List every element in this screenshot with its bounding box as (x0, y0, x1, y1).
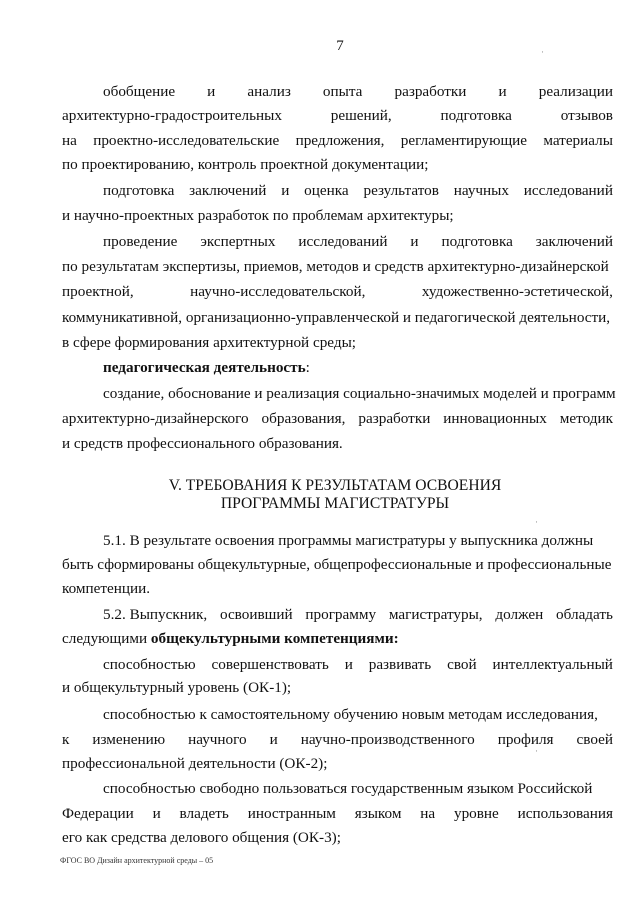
paragraph-line: и средств профессионального образования. (62, 435, 343, 452)
competency-line: его как средства делового общения (ОК-3); (62, 829, 341, 846)
paragraph-line: и научно-проектных разработок по проблемам архитектуры; (62, 207, 454, 224)
competency-line: способностью свободно пользоваться государственным языком Российской (103, 780, 593, 797)
section-title: ПРОГРАММЫ МАГИСТРАТУРЫ (220, 495, 450, 512)
section-title: V. ТРЕБОВАНИЯ К РЕЗУЛЬТАТАМ ОСВОЕНИЯ (168, 477, 502, 494)
competency-line: Федерации и владеть иностранным языком на уровне использования (62, 805, 613, 822)
paragraph-line: создание, обоснование и реализация социально-значимых моделей и программ (103, 385, 616, 402)
paragraph-line: на проектно-исследовательские предложения, регламентирующие материалы (62, 132, 613, 149)
paragraph-line: коммуникативной, организационно-управленческой и педагогической деятельности, (62, 309, 611, 326)
paragraph-line: по результатам экспертизы, приемов, методов и средств архитектурно-дизайнерской (62, 258, 609, 275)
paragraph-line: по проектированию, контроль проектной документации; (62, 156, 429, 173)
page-footer: ФГОС ВО Дизайн архитектурной среды – 05 (60, 856, 214, 865)
scan-speck: · (541, 47, 544, 57)
paragraph-line: компетенции. (62, 580, 151, 597)
competency-line: способностью к самостоятельному обучению новым методам исследования, (103, 706, 598, 723)
paragraph-line: быть сформированы общекультурные, общепрофессиональные и профессиональные (62, 556, 612, 573)
paragraph-line: в сфере формирования архитектурной среды; (62, 334, 356, 351)
competency-line: способностью совершенствовать и развивать свой интеллектуальный (103, 656, 613, 673)
scan-speck: · (535, 517, 538, 527)
paragraph-line: проектной, научно-исследовательской, художественно-эстетической, (62, 283, 613, 300)
paragraph-line: 5.2. Выпускник, освоивший программу магистратуры, должен обладать (103, 606, 613, 623)
competency-line: к изменению научного и научно-производственного профиля своей (62, 731, 613, 748)
paragraph-line: обобщение и анализ опыта разработки и реализации (103, 83, 613, 100)
paragraph-line: проведение экспертных исследований и подготовка заключений (103, 233, 613, 250)
paragraph-line: архитектурно-градостроительных решений, подготовка отзывов (62, 107, 613, 124)
paragraph-line: архитектурно-дизайнерского образования, разработки инновационных методик (62, 410, 613, 427)
scan-speck: · (535, 746, 538, 756)
paragraph-line: 5.1. В результате освоения программы магистратуры у выпускника должны (103, 532, 594, 549)
competency-line: и общекультурный уровень (ОК-1); (62, 679, 292, 696)
paragraph-line: подготовка заключений и оценка результатов научных исследований (103, 182, 613, 199)
paragraph-line: следующими общекультурными компетенциями: (62, 630, 399, 647)
activity-heading: педагогическая деятельность: (103, 359, 310, 376)
competency-line: профессиональной деятельности (ОК-2); (62, 755, 328, 772)
page-number: 7 (336, 38, 344, 54)
